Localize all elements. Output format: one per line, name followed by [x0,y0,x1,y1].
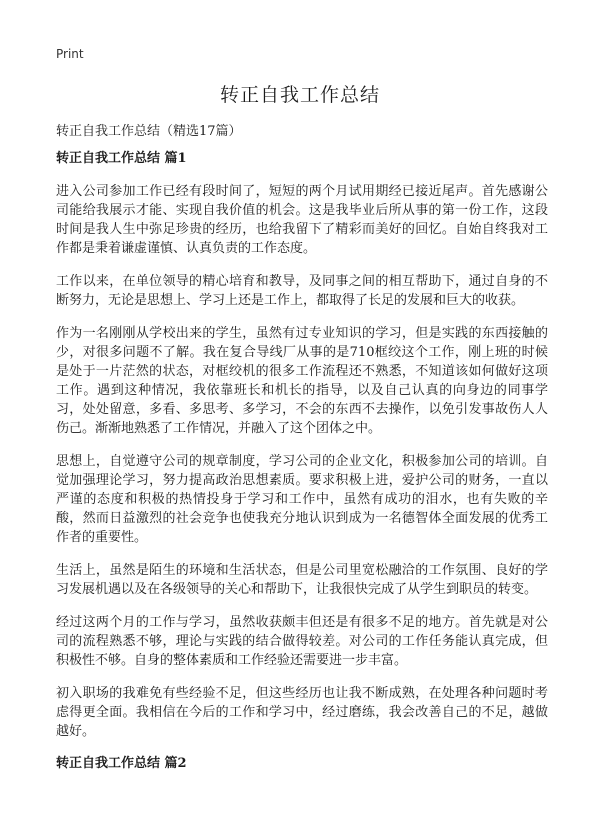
paragraph: 经过这两个月的工作与学习，虽然收获颇丰但还是有很多不足的地方。首先就是对公司的流程熟悉不够，理论与实践的结合做得较差。对公司的工作任务能认真完成，但积极性不够。自身的整体素质和工作经验还需要进一步丰富。 [56,615,548,668]
paragraph: 工作以来，在单位领导的精心培育和教导，及同事之间的相互帮助下，通过自身的不断努力，无论是思想上、学习上还是工作上，都取得了长足的发展和巨大的收获。 [56,274,548,308]
paragraph: 思想上，自觉遵守公司的规章制度，学习公司的企业文化，积极参加公司的培训。自觉加强理论学习，努力提高政治思想素质。要求积极上进，爱护公司的财务，一直以严谨的态度和积极的热情投身于学习和工作中，虽然有成功的泪水，也有失败的辛酸，然而日益激烈的社会竞争也使我充分地认识到成为一名德智体全面发展的优秀工作者的重要性。 [56,454,548,545]
print-link[interactable]: Print [56,47,84,61]
paragraph: 进入公司参加工作已经有段时间了，短短的两个月试用期经已接近尾声。首先感谢公司能给我展示才能、实现自我价值的机会。这是我毕业后所从事的第一份工作，这段时间是我人生中弥足珍贵的经历，也给我留下了精彩而美好的回忆。自始自终我对工作都是秉着谦虚谨慎、认真负责的工作态度。 [56,184,548,256]
paragraph: 初入职场的我难免有些经验不足，但这些经历也让我不断成熟，在处理各种问题时考虑得更全面。我相信在今后的工作和学习中，经过磨练，我会改善自己的不足，越做越好。 [56,686,548,739]
document-title: 转正自我工作总结 [219,84,380,106]
document-content [56,150,548,787]
section-heading-2: 转正自我工作总结 篇2 [56,756,187,771]
paragraph: 作为一名刚刚从学校出来的学生，虽然有过专业知识的学习，但是实践的东西接触的少，对很多问题不了解。我在复合导线厂从事的是710框绞这个工作，刚上班的时候是处于一片茫然的状态，对框绞机的很多工作流程还不熟悉，不知道该如何做好这项工作。遇到这种情况，我依靠班长和机长的指导，以及自己认真的向身边的同事学习，处处留意，多看、多思考、多学习，不会的东西不去操作，以免引发事故伤人人伤己。渐渐地熟悉了工作情况，并融入了这个团体之中。 [56,326,548,436]
section-heading-1: 转正自我工作总结 篇1 [56,151,187,166]
paragraph: 生活上，虽然是陌生的环境和生活状态，但是公司里宽松融洽的工作氛围、良好的学习发展机遇以及在各级领导的关心和帮助下，让我很快完成了从学生到职员的转变。 [56,563,548,597]
document-subtitle: 转正自我工作总结（精选17篇） [56,124,242,139]
